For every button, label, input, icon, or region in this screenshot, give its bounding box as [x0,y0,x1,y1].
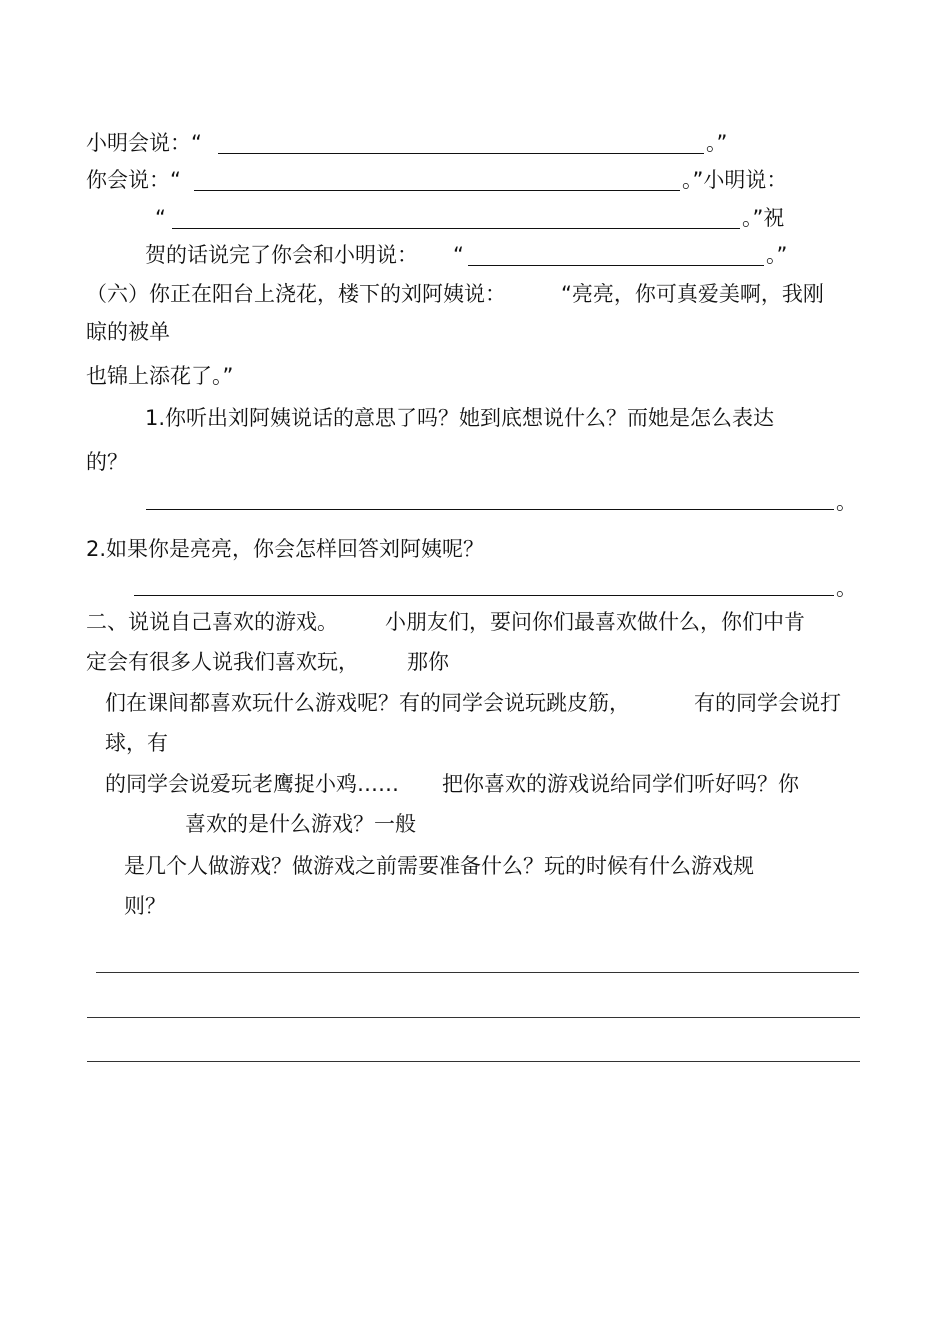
congrats-blank[interactable] [468,265,764,266]
question-1: 1.你听出刘阿姨说话的意思了吗？她到底想说什么？而她是怎么表达 [145,406,775,430]
part2-text-1: 小朋友们，要问你们最喜欢做什么，你们中肯 [385,610,805,634]
xiaoming-says-end: 。” [706,131,728,155]
part2-text-6: 喜欢的是什么游戏？一般 [185,812,416,836]
xiaoming-reply-open: “ [155,206,166,230]
you-say-end: 。”小明说： [682,168,788,192]
part2-text-3b: 有的同学会说打 [694,691,841,715]
section6-intro-line3: 也锦上添花了。” [86,364,234,388]
xiaoming-reply-end: 。”祝 [742,206,785,230]
answer-1-end: 。 [836,490,857,514]
part2-text-7: 是几个人做游戏？做游戏之前需要准备什么？玩的时候有什么游戏规 [124,854,754,878]
section6-intro-quote: “亮亮，你可真爱美啊，我刚 [561,282,824,306]
congrats-open: “ [453,243,464,267]
answer-2-end: 。 [836,576,857,600]
writing-line-3[interactable] [87,1061,860,1062]
you-say-label: 你会说：“ [86,168,181,192]
part2-text-2b: 那你 [407,650,449,674]
question-1-cont: 的？ [86,450,128,474]
part2-text-2: 定会有很多人说我们喜欢玩， [86,650,359,674]
congrats-label: 贺的话说完了你会和小明说： [145,243,418,267]
part2-text-8: 则？ [124,894,166,918]
part2-heading: 二、说说自己喜欢的游戏。 [86,610,338,634]
answer-1-blank[interactable] [146,509,834,510]
question-2: 2.如果你是亮亮，你会怎样回答刘阿姨呢？ [86,537,485,561]
xiaoming-reply-blank[interactable] [172,228,740,229]
xiaoming-says-label: 小明会说：“ [86,131,202,155]
section6-intro-line2: 晾的被单 [86,320,170,344]
section6-intro: （六）你正在阳台上浇花，楼下的刘阿姨说： [86,282,506,306]
congrats-end: 。” [766,243,788,267]
you-say-blank[interactable] [194,190,680,191]
writing-line-1[interactable] [96,972,859,973]
part2-text-5b: 把你喜欢的游戏说给同学们听好吗？你 [442,772,799,796]
part2-text-5: 的同学会说爱玩老鹰捉小鸡…… [105,772,399,796]
writing-line-2[interactable] [87,1017,860,1018]
xiaoming-says-blank[interactable] [218,153,704,154]
part2-text-3: 们在课间都喜欢玩什么游戏呢？有的同学会说玩跳皮筋， [105,691,630,715]
answer-2-blank[interactable] [134,595,834,596]
part2-text-4: 球，有 [105,731,168,755]
